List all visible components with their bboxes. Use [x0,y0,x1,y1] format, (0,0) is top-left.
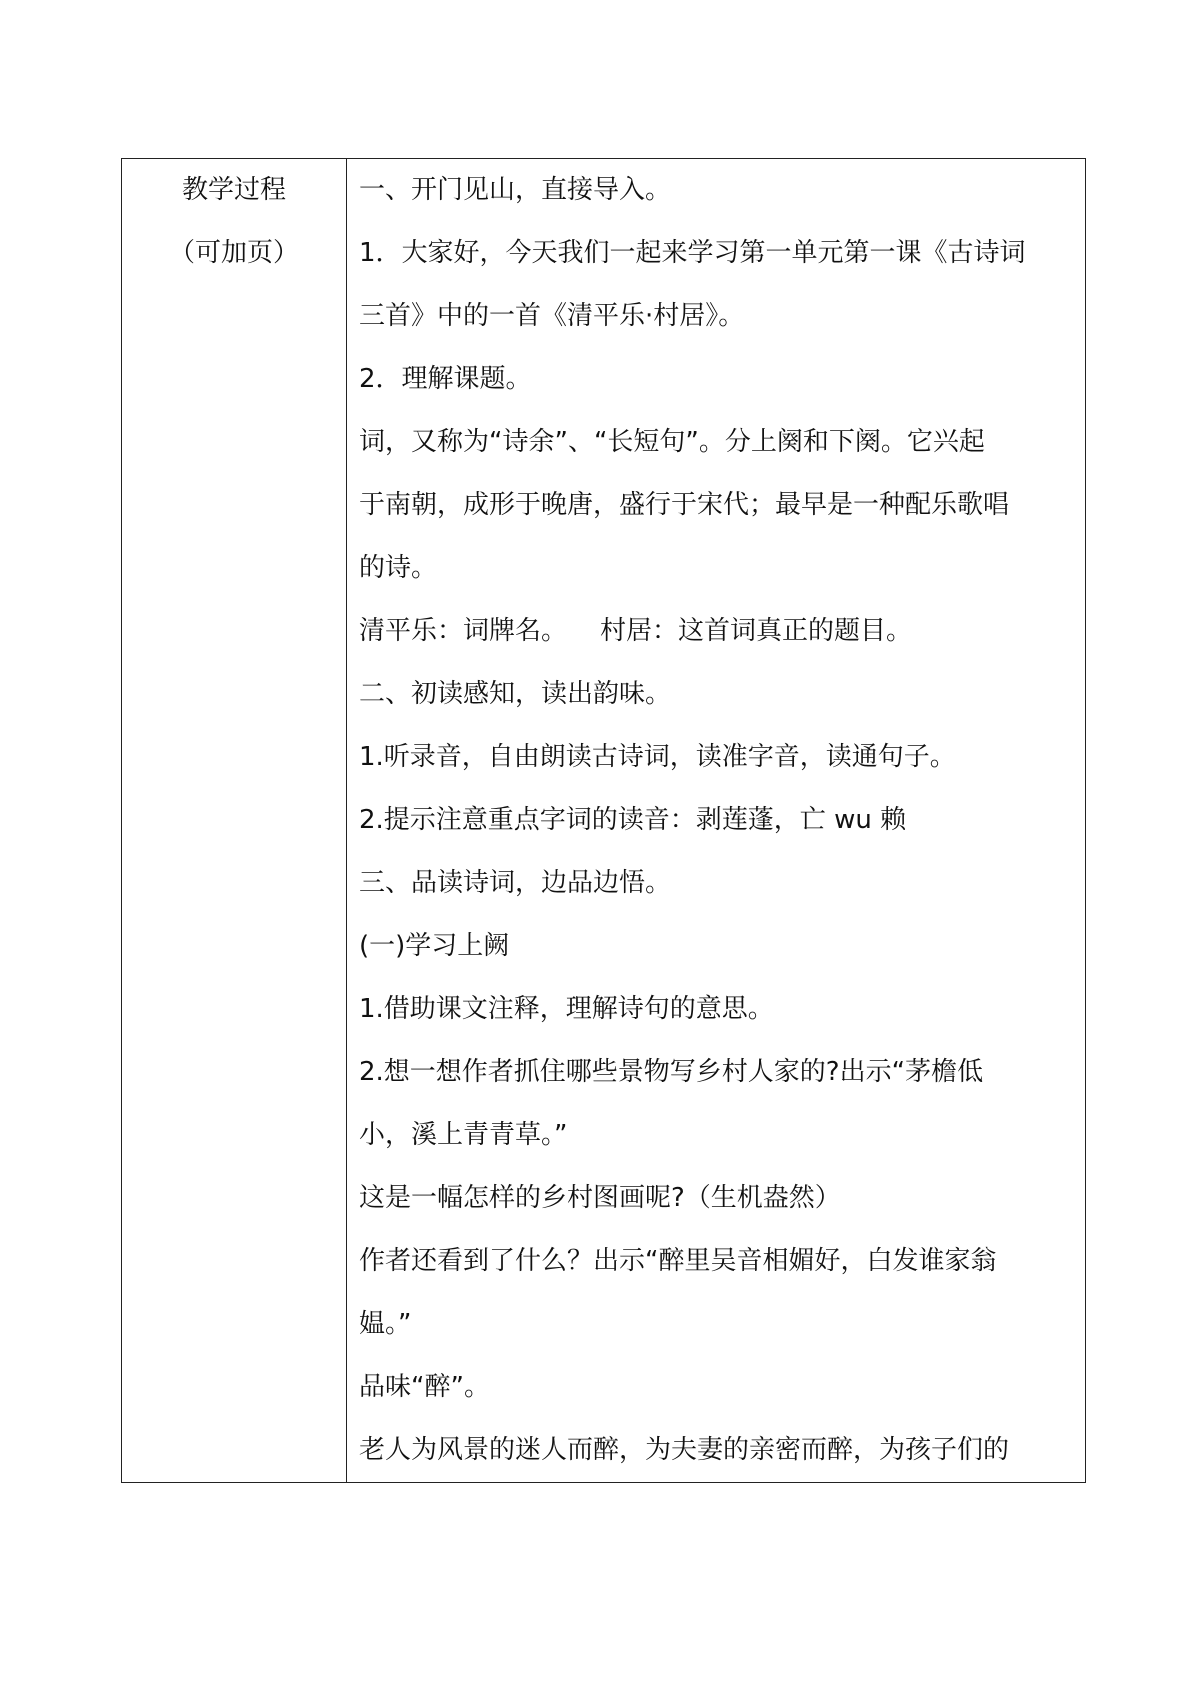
content-line: 于南朝，成形于晚唐，盛行于宋代；最早是一种配乐歌唱 [359,490,1010,520]
content-line: 1.听录音，自由朗读古诗词，读准字音，读通句子。 [359,742,956,772]
label-extra-pages: （可加页） [168,238,299,268]
table-row [122,159,1086,1483]
content-line: 老人为风景的迷人而醉，为夫妻的亲密而醉，为孩子们的 [359,1435,1010,1465]
content-line: 的诗。 [359,553,438,583]
content-line: 2.提示注意重点字词的读音：剥莲蓬，亡 wu 赖 [359,805,907,835]
label-teaching-process: 教学过程 [181,175,286,205]
content-line: (一)学习上阙 [359,931,510,961]
content-line: 2.想一想作者抓住哪些景物写乡村人家的?出示“茅檐低 [359,1057,984,1087]
content-line: 1.借助课文注释，理解诗句的意思。 [359,994,774,1024]
content-line: 2．理解课题。 [359,364,532,394]
content-line: 作者还看到了什么？出示“醉里吴音相媚好，白发谁家翁 [359,1246,997,1276]
content-cell [347,159,1086,1483]
content-line: 词，又称为“诗余”、“长短句”。分上阕和下阕。它兴起 [359,427,985,457]
content-line: 清平乐：词牌名。 村居：这首词真正的题目。 [359,616,913,646]
content-line: 这是一幅怎样的乡村图画呢?（生机盎然） [359,1183,841,1213]
lesson-plan-table [121,158,1086,1483]
content-line: 三、品读诗词，边品边悟。 [359,868,672,898]
content-line: 媪。” [359,1309,412,1339]
content-line: 三首》中的一首《清平乐·村居》。 [359,301,745,331]
content-line: 小，溪上青青草。” [359,1120,568,1150]
content-line: 品味“醉”。 [359,1372,490,1402]
content-line: 1．大家好，今天我们一起来学习第一单元第一课《古诗词 [359,238,1026,268]
label-cell [122,159,347,1483]
content-line: 二、初读感知，读出韵味。 [359,679,672,709]
content-line: 一、开门见山，直接导入。 [359,175,672,205]
